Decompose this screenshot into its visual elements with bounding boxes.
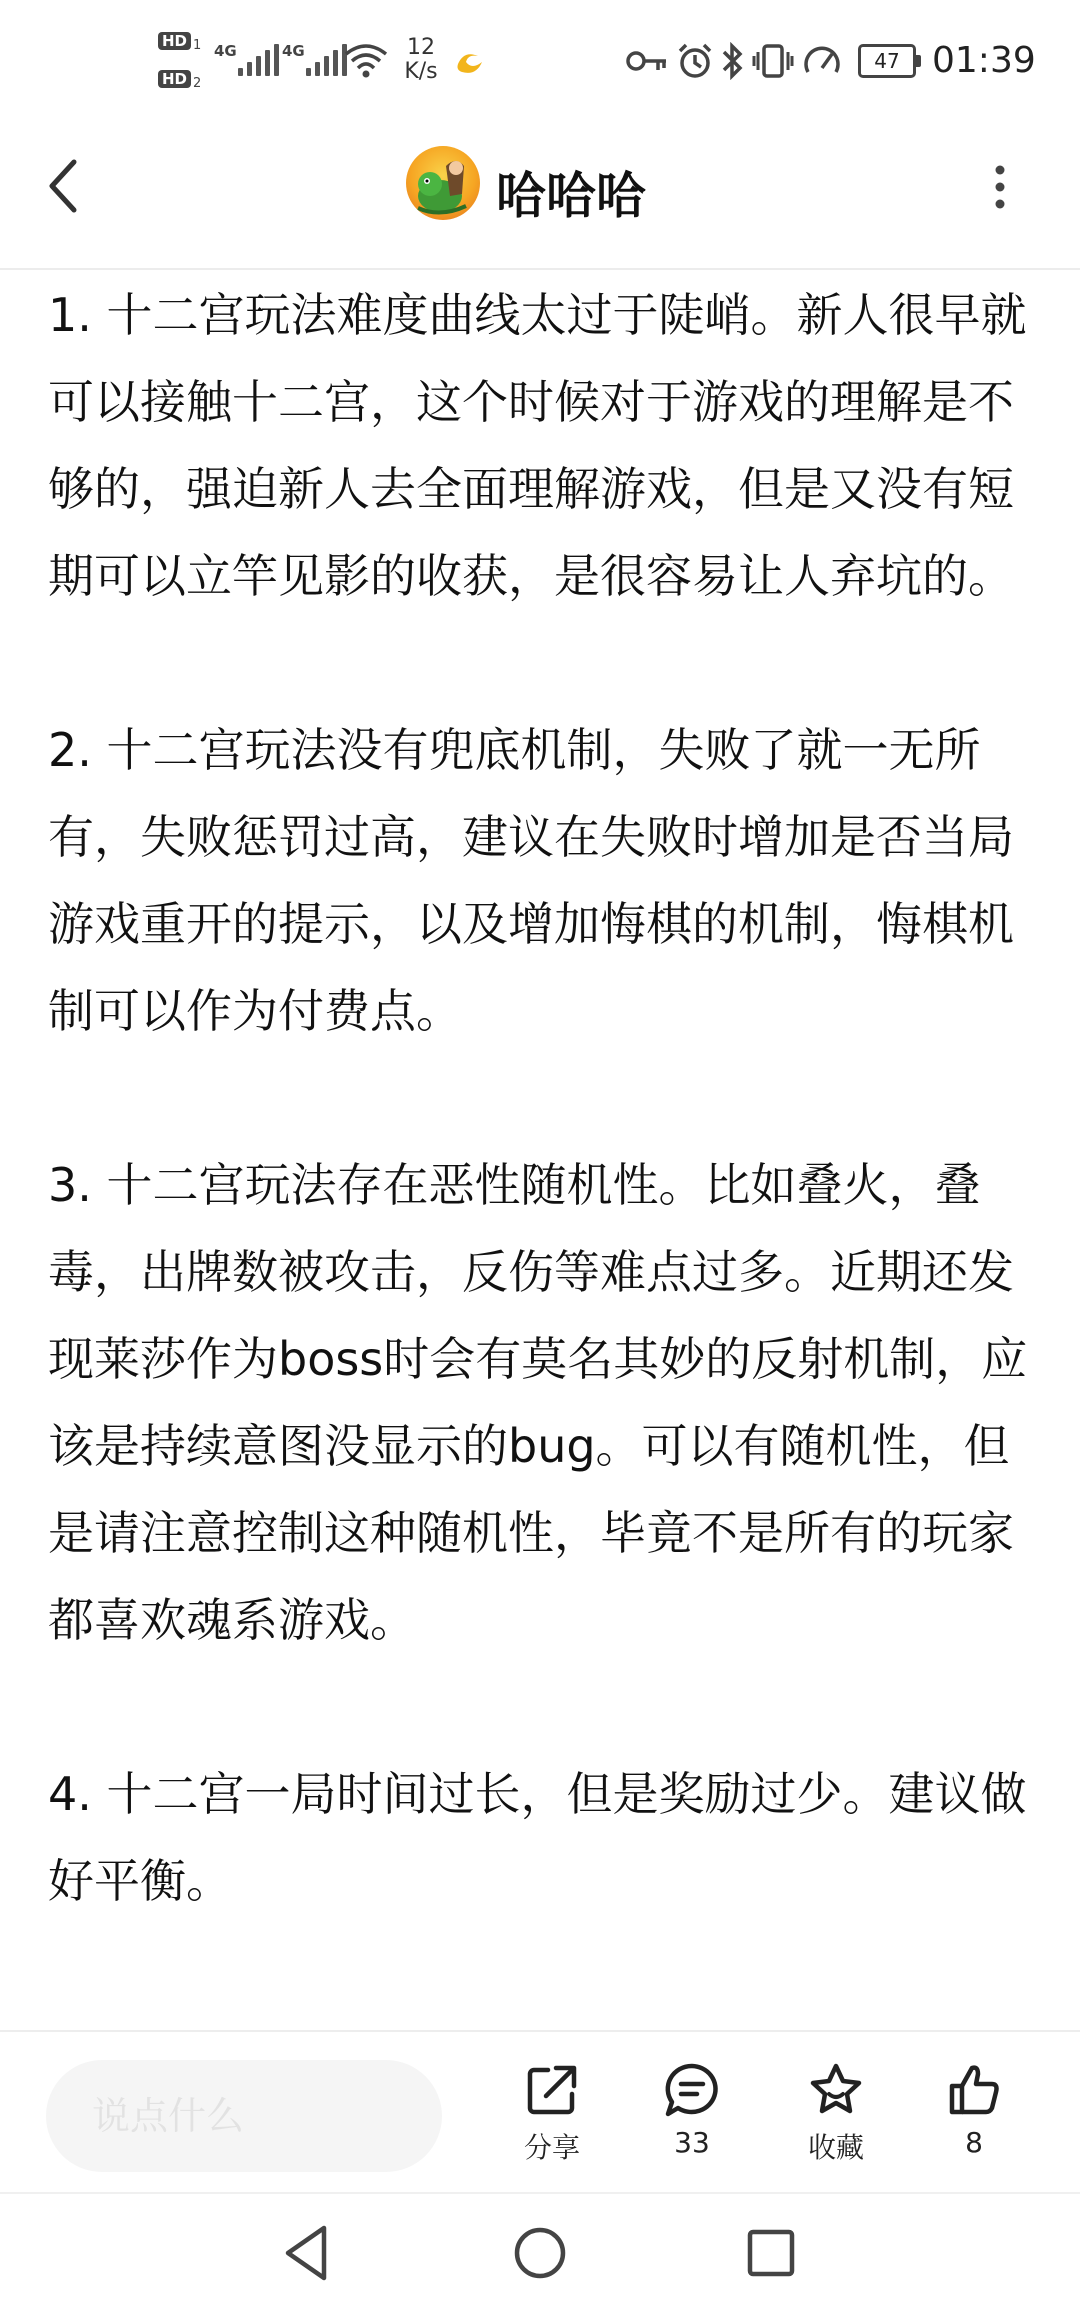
page-title: 哈哈哈: [496, 167, 646, 225]
more-vertical-icon[interactable]: [992, 162, 1008, 212]
recents-square-icon[interactable]: [736, 2218, 806, 2288]
thumbs-up-icon: [944, 2060, 1004, 2120]
avatar[interactable]: [406, 146, 480, 220]
chevron-left-icon[interactable]: [44, 156, 84, 216]
key-icon: [626, 48, 668, 74]
battery-level: 47: [874, 49, 900, 73]
paragraph-2: 2. 十二宫玩法没有兜底机制，失败了就一无所有，失败惩罚过高，建议在失败时增加是否当局游戏重开的提示，以及增加悔棋的机制，悔棋机制可以作为付费点。: [48, 723, 1014, 1038]
back-triangle-icon[interactable]: [272, 2218, 342, 2288]
favorite-label: 收藏: [807, 2131, 864, 2164]
bottom-action-bar: [0, 2030, 1080, 2194]
paragraph-4: 4. 十二宫一局时间过长，但是奖励过少。建议做好平衡。: [48, 1767, 1027, 1908]
paragraph-3: 3. 十二宫玩法存在恶性随机性。比如叠火，叠毒，出牌数被攻击，反伤等难点过多。近期还发现莱莎作为boss时会有莫名其妙的反射机制，应该是持续意图没显示的bug。可以有随机性，但是请注意控制这种随机性，毕竟不是所有的玩家都喜欢魂系游戏。: [48, 1158, 1028, 1647]
post-content: [48, 272, 1032, 1925]
vibrate-icon: [752, 42, 794, 80]
signal-2-label: 4G: [282, 42, 305, 60]
clock: 01:39: [932, 40, 1036, 81]
comment-bubble-icon: [662, 2060, 722, 2120]
top-app-bar: [0, 120, 1080, 268]
comment-input[interactable]: [46, 2060, 442, 2172]
wifi-icon: [344, 42, 388, 78]
header-divider: [0, 268, 1080, 270]
comment-count: 33: [674, 2126, 710, 2159]
signal-2-icon: [306, 46, 347, 76]
hd1-badge: HD: [158, 32, 191, 50]
bluetooth-icon: [720, 42, 746, 80]
signal-1-icon: [238, 46, 279, 76]
like-count: 8: [965, 2126, 983, 2159]
hd1-sub: 1: [193, 38, 202, 53]
like-button[interactable]: [914, 2060, 1034, 2180]
share-label: 分享: [523, 2131, 580, 2164]
speedometer-icon: [802, 42, 842, 80]
hd2-sub: 2: [193, 76, 202, 91]
hd2-badge: HD: [158, 70, 191, 88]
star-icon: [806, 2060, 866, 2120]
share-button[interactable]: [492, 2060, 612, 2180]
dinosaur-avatar-icon: [406, 146, 480, 220]
alarm-icon: [676, 42, 714, 80]
network-speed: 12 K/s: [404, 35, 438, 84]
home-circle-icon[interactable]: [505, 2218, 575, 2288]
favorite-button[interactable]: [776, 2060, 896, 2180]
signal-1-label: 4G: [214, 42, 237, 60]
share-icon: [522, 2060, 582, 2120]
status-bar: [0, 0, 1080, 120]
paragraph-1: 1. 十二宫玩法难度曲线太过于陡峭。新人很早就可以接触十二宫，这个时候对于游戏的理解是不够的，强迫新人去全面理解游戏，但是又没有短期可以立竿见影的收获，是很容易让人弃坑的。: [48, 288, 1027, 603]
app-notification-icon: [454, 48, 484, 76]
comment-button[interactable]: [632, 2060, 752, 2180]
system-nav-bar: [0, 2192, 1080, 2312]
